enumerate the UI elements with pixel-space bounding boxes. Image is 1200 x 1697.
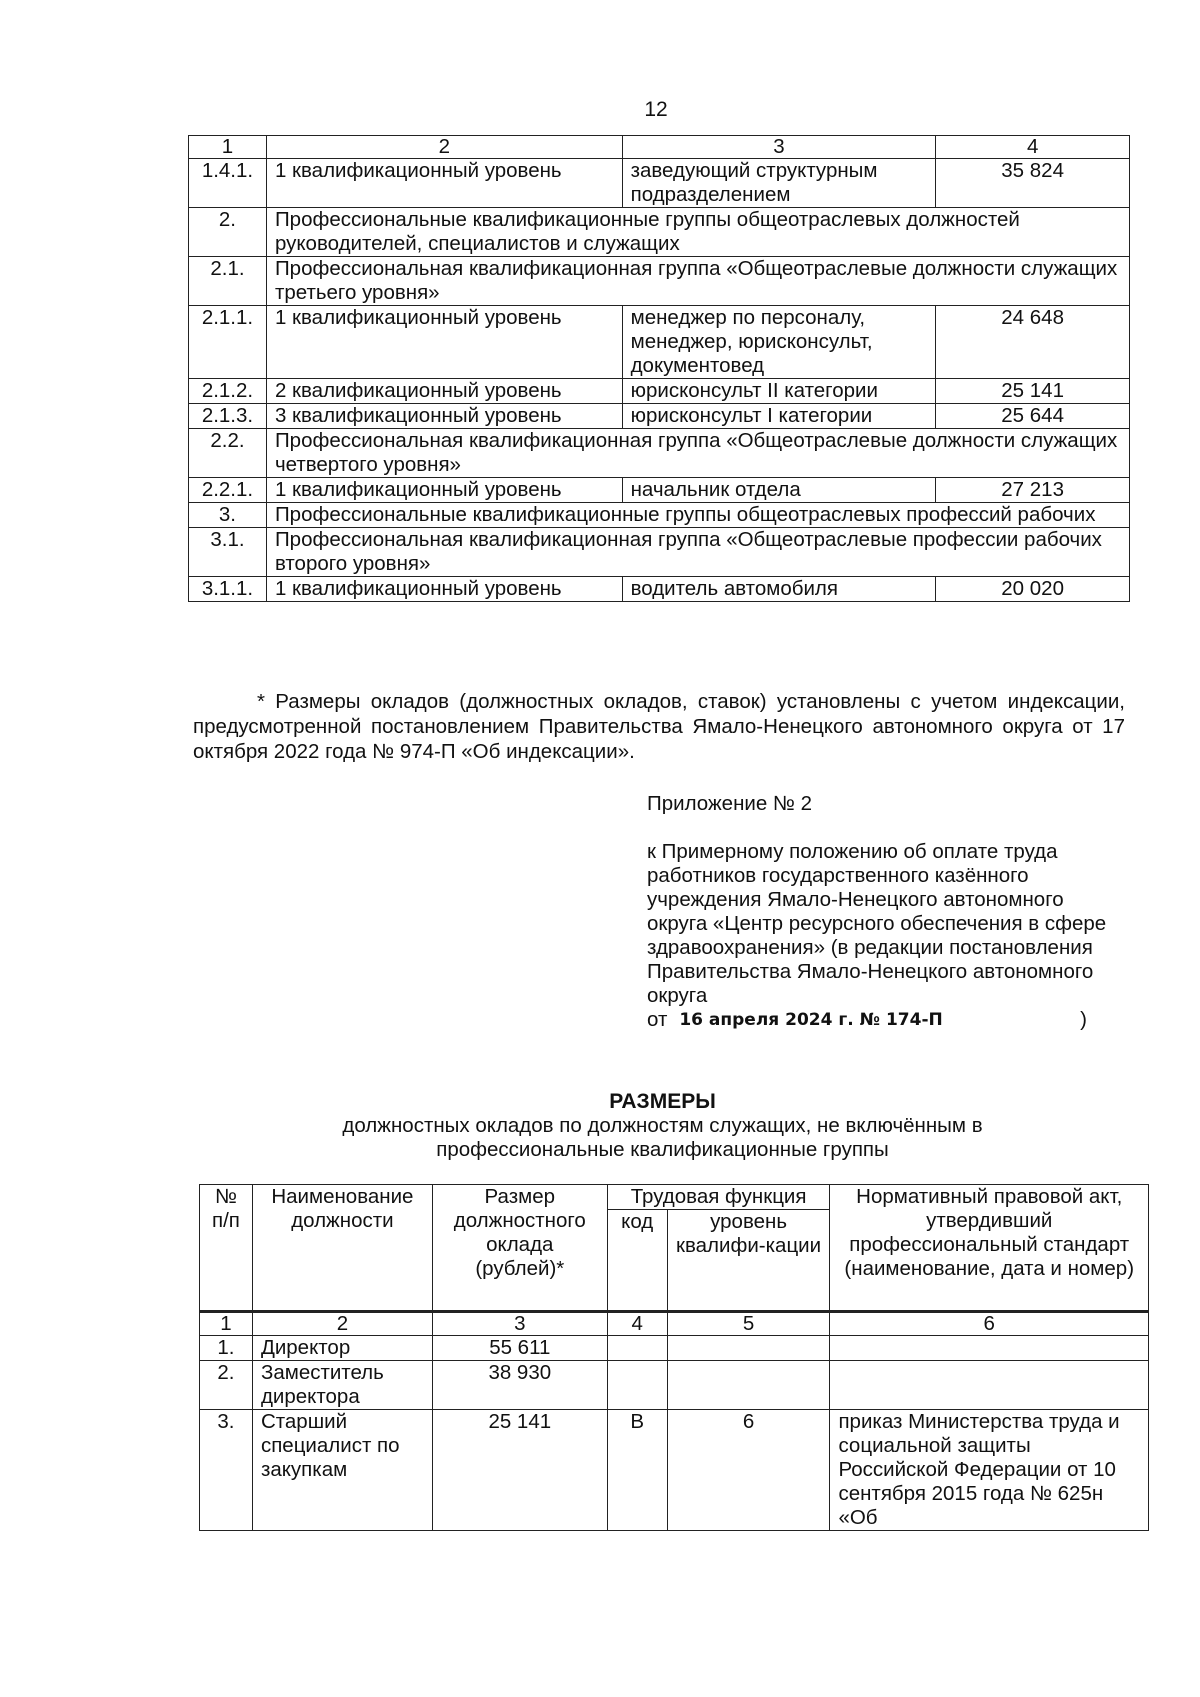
appendix-header <box>647 792 1127 1032</box>
column-number-cell: 3 <box>432 1312 607 1336</box>
column-number-cell: 6 <box>830 1312 1149 1336</box>
salary-table-professional-groups <box>188 135 1130 602</box>
group-row <box>189 257 1130 306</box>
row-number: 1.4.1. <box>189 159 267 208</box>
cell-name: Директор <box>252 1336 432 1361</box>
table-header-row <box>200 1185 1149 1210</box>
qualification-level: 1 квалификационный уровень <box>266 306 622 379</box>
cell-num: 3. <box>200 1410 253 1531</box>
cell-code: В <box>607 1410 667 1531</box>
row-number: 3.1. <box>189 528 267 577</box>
table-row <box>189 306 1130 379</box>
row-number: 2.2.1. <box>189 478 267 503</box>
section-title: РАЗМЕРЫ <box>609 1090 716 1113</box>
cell-salary: 55 611 <box>432 1336 607 1361</box>
header-code: код <box>607 1210 667 1312</box>
group-row <box>189 503 1130 528</box>
table-row <box>189 159 1130 208</box>
page-number: 12 <box>644 98 668 121</box>
column-number-cell: 1 <box>189 136 267 159</box>
cell-salary: 38 930 <box>432 1361 607 1410</box>
cell-level <box>667 1361 830 1410</box>
table-row <box>200 1410 1149 1531</box>
column-number-cell: 4 <box>607 1312 667 1336</box>
qualification-level: 1 квалификационный уровень <box>266 478 622 503</box>
row-number: 3. <box>189 503 267 528</box>
qualification-level: 2 квалификационный уровень <box>266 379 622 404</box>
header-name: Наименование должности <box>252 1185 432 1312</box>
positions: заведующий структурным подразделением <box>622 159 936 208</box>
column-number-cell: 4 <box>936 136 1130 159</box>
salary-value: 35 824 <box>936 159 1130 208</box>
cell-act <box>830 1336 1149 1361</box>
table-row <box>200 1336 1149 1361</box>
column-number-cell: 2 <box>266 136 622 159</box>
group-title: Профессиональные квалификационные группы общеотраслевых профессий рабочих <box>266 503 1129 528</box>
table-row <box>189 577 1130 602</box>
row-number: 2. <box>189 208 267 257</box>
cell-level <box>667 1336 830 1361</box>
cell-act <box>830 1361 1149 1410</box>
row-number: 2.1.3. <box>189 404 267 429</box>
cell-num: 2. <box>200 1361 253 1410</box>
cell-code <box>607 1361 667 1410</box>
column-number-cell: 5 <box>667 1312 830 1336</box>
header-level: уровень квалифи-кации <box>667 1210 830 1312</box>
positions: начальник отдела <box>622 478 936 503</box>
row-number: 2.1.1. <box>189 306 267 379</box>
positions: менеджер по персоналу, менеджер, юрисконсульт, документовед <box>622 306 936 379</box>
positions: юрисконсульт II категории <box>622 379 936 404</box>
group-title: Профессиональная квалификационная группа «Общеотраслевые должности служащих третьего уровня» <box>266 257 1129 306</box>
cell-salary: 25 141 <box>432 1410 607 1531</box>
salary-value: 25 644 <box>936 404 1130 429</box>
group-row <box>189 429 1130 478</box>
date-suffix: ) <box>1080 1008 1087 1031</box>
group-row <box>189 528 1130 577</box>
cell-name: Заместитель директора <box>252 1361 432 1410</box>
header-salary: Размер должностного оклада (рублей)* <box>432 1185 607 1312</box>
group-title: Профессиональная квалификационная группа «Общеотраслевые должности служащих четвертого уровня» <box>266 429 1129 478</box>
column-number-cell: 2 <box>252 1312 432 1336</box>
cell-code <box>607 1336 667 1361</box>
cell-level: 6 <box>667 1410 830 1531</box>
qualification-level: 1 квалификационный уровень <box>266 159 622 208</box>
salary-table-unclassified-positions <box>199 1184 1149 1531</box>
header-num: № п/п <box>200 1185 253 1312</box>
table-row <box>200 1361 1149 1410</box>
salary-value: 20 020 <box>936 577 1130 602</box>
salary-value: 25 141 <box>936 379 1130 404</box>
footnote: * Размеры окладов (должностных окладов, ставок) установлены с учетом индексации, предусмотренной постановлением Правительства Ямало-Ненецкого автономного округа от 17 октября 2022 года № 974-П «Об индексации». <box>193 690 1125 763</box>
section-subtitle: должностных окладов по должностям служащих, не включённым в профессиональные квалификационные группы <box>342 1114 983 1161</box>
cell-name: Старший специалист по закупкам <box>252 1410 432 1531</box>
row-number: 2.1. <box>189 257 267 306</box>
table-header-row <box>189 136 1130 159</box>
row-number: 2.1.2. <box>189 379 267 404</box>
appendix-text: к Примерному положению об оплате труда работников государственного казённого учреждения Ямало-Ненецкого автономного округа «Центр ресурсного обеспечения в сфере здравоохранения» (в редакции постановления Правительства Ямало-Ненецкого автономного округа <box>647 840 1107 1007</box>
row-number: 2.2. <box>189 429 267 478</box>
column-number-cell: 1 <box>200 1312 253 1336</box>
column-number-cell: 3 <box>622 136 936 159</box>
row-number: 3.1.1. <box>189 577 267 602</box>
appendix-date-line <box>647 1008 1127 1032</box>
column-number-row <box>200 1312 1149 1336</box>
salary-value: 27 213 <box>936 478 1130 503</box>
cell-num: 1. <box>200 1336 253 1361</box>
table-row <box>189 478 1130 503</box>
positions: юрисконсульт I категории <box>622 404 936 429</box>
group-title: Профессиональная квалификационная группа «Общеотраслевые профессии рабочих второго уровня» <box>266 528 1129 577</box>
table-row <box>189 379 1130 404</box>
table-row <box>189 404 1130 429</box>
date-prefix: от <box>647 1008 668 1031</box>
qualification-level: 3 квалификационный уровень <box>266 404 622 429</box>
header-act: Нормативный правовой акт, утвердивший профессиональный стандарт (наименование, дата и номер) <box>830 1185 1149 1312</box>
salary-value: 24 648 <box>936 306 1130 379</box>
positions: водитель автомобиля <box>622 577 936 602</box>
cell-act: приказ Министерства труда и социальной защиты Российской Федерации от 10 сентября 2015 года № 625н «Об <box>830 1410 1149 1531</box>
header-labor-function: Трудовая функция <box>607 1185 830 1210</box>
resolution-date: 16 апреля 2024 г. № 174-П <box>679 1010 943 1030</box>
qualification-level: 1 квалификационный уровень <box>266 577 622 602</box>
appendix-number: Приложение № 2 <box>647 792 813 815</box>
group-row <box>189 208 1130 257</box>
group-title: Профессиональные квалификационные группы общеотраслевых должностей руководителей, специалистов и служащих <box>266 208 1129 257</box>
